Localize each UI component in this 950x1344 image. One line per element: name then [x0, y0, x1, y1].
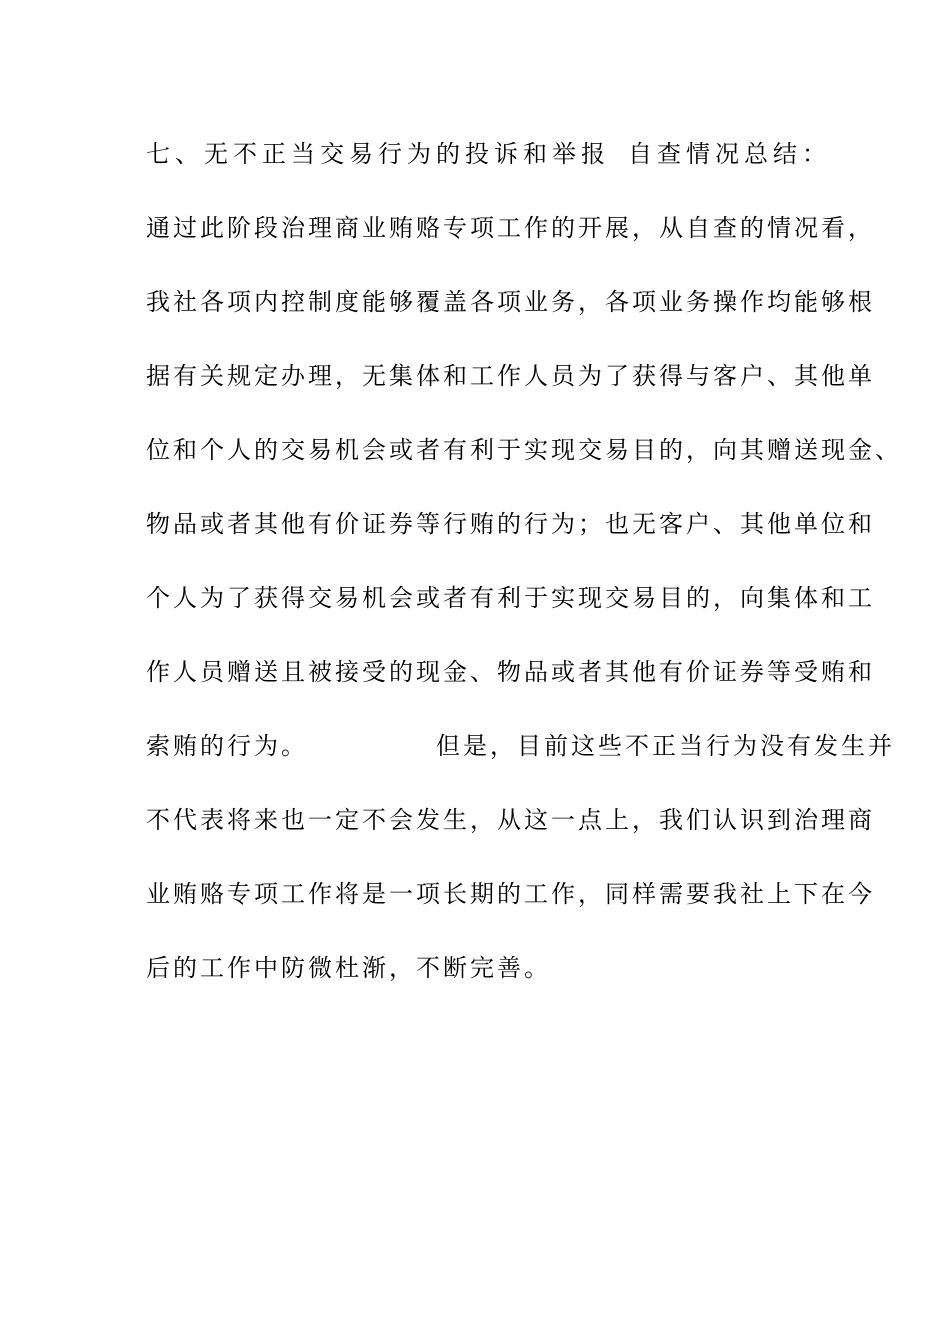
paragraph-line: 不代表将来也一定不会发生，从这一点上，我们认识到治理商 — [146, 806, 875, 834]
split-line-end: 但是，目前这些不正当行为没有发生并 — [436, 732, 895, 760]
paragraph-line: 业贿赂专项工作将是一项长期的工作，同样需要我社上下在今 — [146, 880, 875, 908]
paragraph-line: 物品或者其他有价证券等行贿的行为；也无客户、其他单位和 — [146, 510, 875, 538]
paragraph-line: 作人员赠送且被接受的现金、物品或者其他有价证券等受贿和 — [146, 658, 875, 686]
paragraph-line: 位和个人的交易机会或者有利于实现交易目的，向其赠送现金、 — [146, 436, 902, 464]
document-body — [146, 134, 902, 1022]
paragraph-line: 我社各项内控制度能够覆盖各项业务，各项业务操作均能够根 — [146, 288, 875, 316]
paragraph-line: 据有关规定办理，无集体和工作人员为了获得与客户、其他单 — [146, 362, 875, 390]
paragraph-line: 后的工作中防微杜渐，不断完善。 — [146, 954, 551, 982]
summary-label: 自查情况总结： — [628, 140, 831, 168]
split-line — [146, 726, 895, 800]
paragraph-line: 个人为了获得交易机会或者有利于实现交易目的，向集体和工 — [146, 584, 875, 612]
paragraph-line: 通过此阶段治理商业贿赂专项工作的开展，从自查的情况看， — [146, 214, 875, 242]
heading-line — [146, 134, 846, 208]
section-heading: 七、无不正当交易行为的投诉和举报 — [146, 140, 610, 168]
split-line-start: 索贿的行为。 — [146, 732, 308, 760]
